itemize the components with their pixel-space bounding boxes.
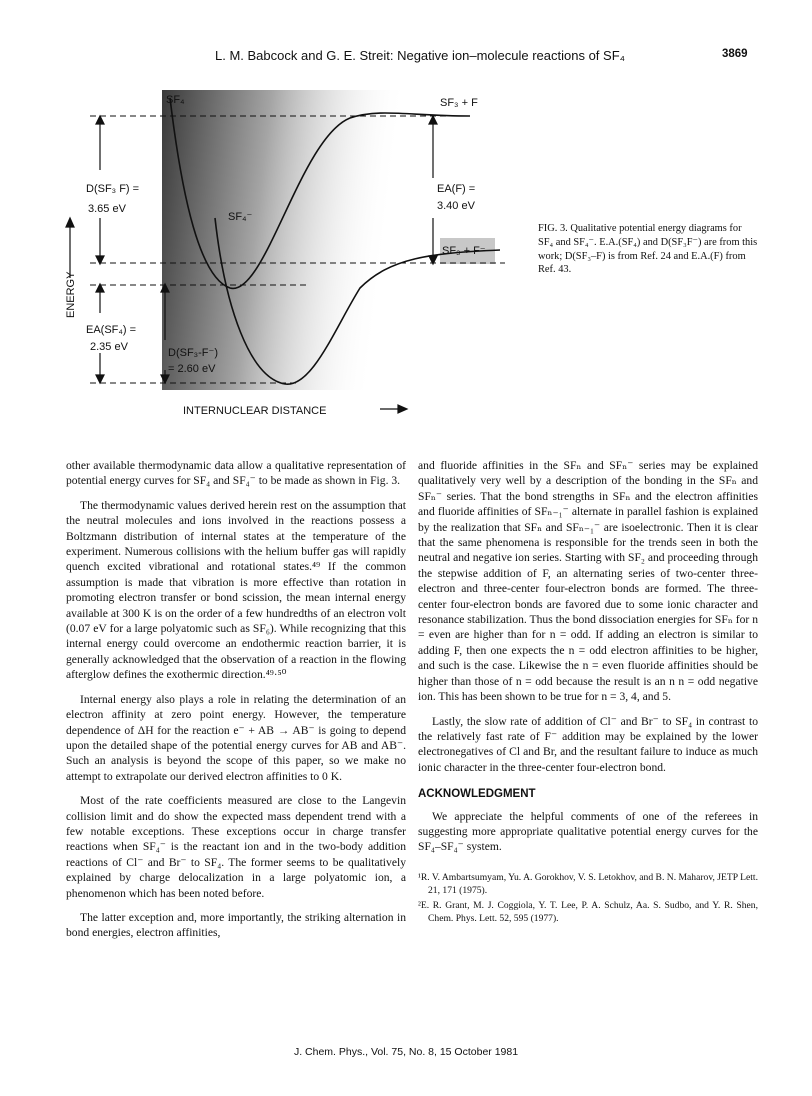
- paragraph: and fluoride affinities in the SFₙ and SFₙ⁻ series may be explained qualitatively very well by a description of the bonding in the SFₙ and SFₙ⁻ series. That the bond strengths in SFₙ and the electron affinities and fluoride affinities of SFₙ₋₁⁻ alternate in parallel fashion is explained by the realization that SFₙ and SFₙ₋₁⁻ are isoelectronic. Then it is clear that the same phenomena is responsible for the trends seen in both the neutral and negative ion series. Starting with SF₂ and proceeding through the stepwise addition of F, an alternating series of two-center three-electron and three-center four-electron bonds are formed. The three-center four-electron bonds are favored due to some ionic character and resonance stabilization. Thus the bond dissociation energies for SFₙ for n = even are higher than for n = odd. If adding an electron is similar to adding F, then one expects the n = odd electron affinities to be higher, and such is the case. Likewise the n = even fluoride affinities should be higher than those of n = odd because the result is an n n = odd negative ion. This has been shown to be true for n = 3, 4, and 5.: [418, 459, 758, 704]
- page-number: 3869: [722, 48, 748, 60]
- label-d-sf3f-2: 3.65 eV: [88, 203, 126, 215]
- potential-energy-figure: [50, 78, 530, 433]
- label-ea-sf4-2: 2.35 eV: [90, 341, 128, 353]
- label-sf3-fminus: SF₃ + F⁻: [442, 245, 486, 257]
- right-column: [418, 458, 758, 927]
- label-sf4-top: SF₄: [166, 94, 185, 106]
- references: [418, 871, 758, 925]
- label-d-sf3f-1: D(SF₃ F) =: [86, 183, 140, 195]
- figure-caption: FIG. 3. Qualitative potential energy diagrams for SF₄ and SF₄⁻. E.A.(SF₄) and D(SF₃F⁻) are from this work; D(SF₃–F) is from Ref. 24 and E.A.(F) from Ref. 43.: [538, 223, 758, 276]
- paragraph: The latter exception and, more importantly, the striking alternation in bond energies, electron affinities,: [66, 910, 406, 940]
- label-d-sf3fm-2: = 2.60 eV: [168, 363, 216, 375]
- left-column: [66, 458, 406, 950]
- section-heading: ACKNOWLEDGMENT: [418, 788, 536, 801]
- label-ea-f-1: EA(F) =: [437, 183, 476, 195]
- journal-footer: J. Chem. Phys., Vol. 75, No. 8, 15 October 1981: [293, 1046, 519, 1058]
- label-ea-sf4-1: EA(SF₄) =: [86, 324, 137, 336]
- reference-item: ¹R. V. Ambartsumyam, Yu. A. Gorokhov, V. S. Letokhov, and B. N. Maharov, JETP Lett. 21, 171 (1975).: [418, 871, 758, 896]
- paragraph: other available thermodynamic data allow a qualitative representation of potential energy curves for SF₄ and SF₄⁻ to be made as shown in Fig. 3.: [66, 459, 406, 488]
- header-title: L. M. Babcock and G. E. Streit: Negative ion–molecule reactions of SF₄: [215, 48, 625, 63]
- reference-item: ²E. R. Grant, M. J. Coggiola, Y. T. Lee, P. A. Schulz, Aa. S. Sudbo, and Y. R. Shen, Chem. Phys. Lett. 52, 595 (1977).: [418, 899, 758, 924]
- paragraph: The thermodynamic values derived herein rest on the assumption that the neutral molecules and ions involved in the reactions possess a Boltzmann distribution of internal states at the temperature of the experiment. Numerous collisions with the helium buffer gas will rapidly quench excited vibrational and rotational states.⁴⁹ If the common assumption is made that vibration is more effective than rotation in promoting electron transfer or bond scission, the mean internal energy available at 300 K is on the order of a few hundredths of an electron volt (0.07 eV for a large polyatomic such as SF₆). While recognizing that this internal energy could overcome an endothermic reaction barrier, it is generally acknowledged that the observation of a reaction in the flowing afterglow defines the exothermic direction.⁴⁹·⁵⁰: [66, 498, 406, 682]
- label-sf4-minus: SF₄⁻: [228, 211, 253, 223]
- acknowledgment-text: We appreciate the helpful comments of one of the referees in suggesting more appropriate qualitative potential energy curves for the SF₄–SF₄⁻ system.: [418, 809, 758, 854]
- label-energy: ENERGY: [65, 271, 77, 318]
- paragraph: Most of the rate coefficients measured are close to the Langevin collision limit and do show the expected mass dependent trend with a few notable exceptions. These exceptions occur in charge transfer reactions when SF₄⁻ is the reactant ion and in the two-body addition reactions of Cl⁻ and Br⁻ to SF₄. The former seems to be qualitatively explained by charge delocalization in a large polyatomic ion, a phenomenon which has been noted before.: [66, 794, 406, 900]
- paragraph: Lastly, the slow rate of addition of Cl⁻ and Br⁻ to SF₄ in contrast to the relatively fast rate of F⁻ addition may be explained by the lower electronegatives of Cl and Br, and the resultant failure to induce as much ionic character in the three-center four-electron bond.: [418, 714, 758, 774]
- label-ea-f-2: 3.40 eV: [437, 200, 475, 212]
- label-sf3f-top: SF₃ + F: [440, 97, 478, 109]
- paragraph: Internal energy also plays a role in relating the determination of an electron affinity at zero point energy. However, the temperature dependence of ΔH for the reaction e⁻ + AB → AB⁻ is going to depend upon the detailed shape of the potential energy curves for AB and AB⁻. Such an analysis is beyond the scope of this paper, so we make no attempt to extrapolate our derived electron affinities to 0 K.: [66, 692, 406, 783]
- label-d-sf3fm-1: D(SF₃-F⁻): [168, 347, 218, 359]
- label-internuclear: INTERNUCLEAR DISTANCE: [183, 405, 327, 417]
- running-header: [0, 48, 812, 68]
